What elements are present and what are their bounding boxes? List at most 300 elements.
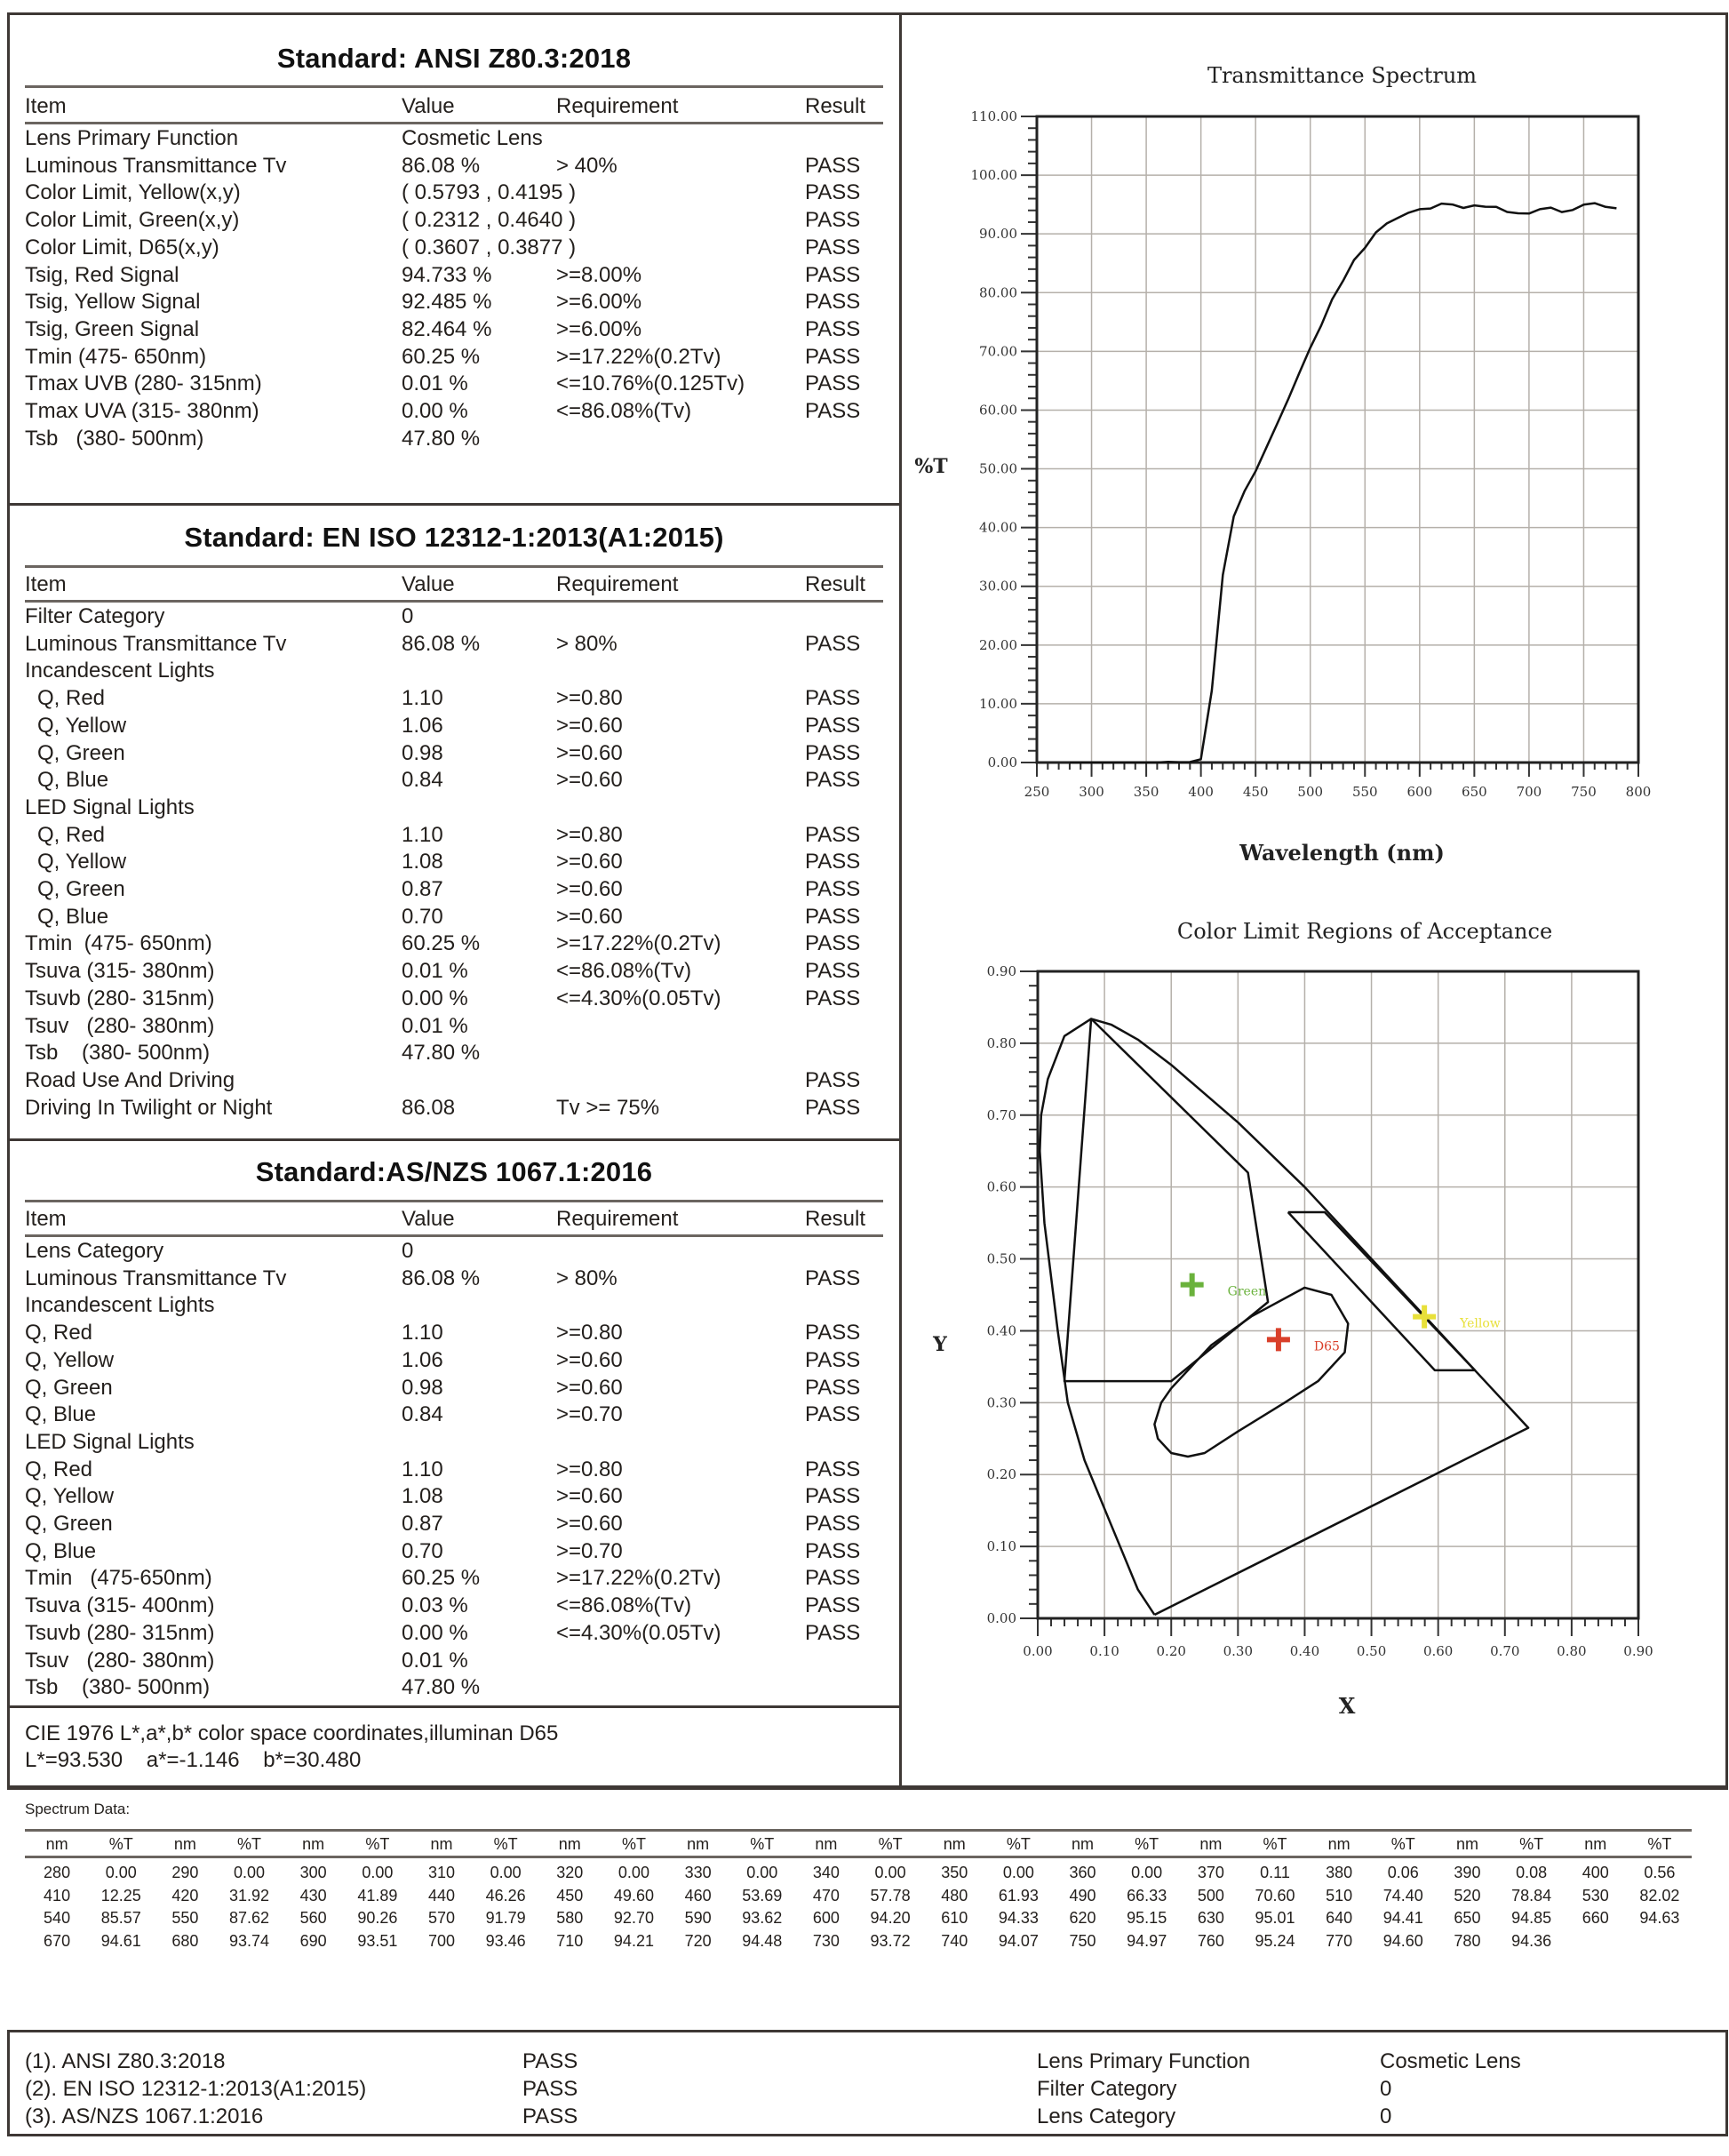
row-value: ( 0.5793 , 0.4195 ) bbox=[402, 180, 577, 205]
y-tick-label: 0.30 bbox=[986, 1394, 1016, 1411]
spectrum-header-t: %T bbox=[237, 1835, 262, 1853]
row-item: Q, Red bbox=[25, 1321, 93, 1346]
header-item: Item bbox=[25, 94, 67, 118]
x-tick-label: 0.20 bbox=[1156, 1643, 1186, 1659]
row-item: Incandescent Lights bbox=[25, 659, 215, 683]
row-item: Color Limit, Yellow(x,y) bbox=[25, 180, 241, 205]
row-item: Lens Category bbox=[25, 1239, 164, 1263]
spectrum-cell-t: 0.00 bbox=[1131, 1864, 1163, 1881]
table-row bbox=[25, 207, 883, 234]
row-value: 1.08 bbox=[402, 1484, 443, 1509]
row-value: 1.06 bbox=[402, 1347, 443, 1372]
spectrum-cell-nm: 730 bbox=[812, 1931, 840, 1950]
y-tick-label: 100.00 bbox=[970, 167, 1017, 184]
row-requirement: > 80% bbox=[556, 631, 618, 656]
table-row bbox=[25, 1067, 883, 1094]
row-requirement: >=0.80 bbox=[556, 822, 623, 847]
row-item: Tsig, Green Signal bbox=[25, 316, 200, 341]
spectrum-cell-t: 49.60 bbox=[613, 1886, 654, 1904]
spectrum-header-t: %T bbox=[1390, 1835, 1415, 1853]
row-result: PASS bbox=[805, 1095, 861, 1120]
spectrum-cell-nm: 400 bbox=[1582, 1864, 1609, 1881]
spectrum-cell-t: 0.00 bbox=[490, 1864, 522, 1881]
spectrum-cell-nm: 290 bbox=[171, 1864, 199, 1881]
table-row bbox=[25, 426, 883, 452]
spectrum-cell-t: 94.60 bbox=[1382, 1931, 1423, 1950]
table-row bbox=[25, 1429, 883, 1456]
spectrum-cell-t: 70.60 bbox=[1255, 1886, 1295, 1904]
y-tick-label: 70.00 bbox=[979, 343, 1017, 360]
spectrum-header-t: %T bbox=[621, 1835, 646, 1853]
row-value: 0.98 bbox=[402, 740, 443, 765]
y-tick-label: 60.00 bbox=[979, 402, 1017, 419]
spectrum-cell-nm: 640 bbox=[1326, 1909, 1353, 1927]
table-header bbox=[25, 93, 883, 120]
spectrum-header-nm: nm bbox=[302, 1835, 325, 1853]
row-result: PASS bbox=[805, 986, 861, 1010]
spectrum-header-nm: nm bbox=[1455, 1835, 1478, 1853]
y-tick-label: 20.00 bbox=[979, 636, 1017, 653]
row-result: PASS bbox=[805, 371, 861, 396]
x-tick-label: 600 bbox=[1406, 784, 1433, 800]
row-item: Tmax UVA (315- 380nm) bbox=[25, 399, 259, 423]
row-requirement: >=6.00% bbox=[556, 290, 642, 315]
spectrum-cell-t: 66.33 bbox=[1127, 1886, 1167, 1904]
table-row bbox=[25, 876, 883, 903]
row-value: ( 0.2312 , 0.4640 ) bbox=[402, 208, 577, 233]
spectrum-cell-t: 78.84 bbox=[1511, 1886, 1552, 1904]
table-row bbox=[25, 930, 883, 957]
spectrum-header-nm: nm bbox=[1199, 1835, 1223, 1853]
spectrum-cell-t: 31.92 bbox=[229, 1886, 270, 1904]
table-row bbox=[25, 603, 883, 630]
transmittance-spectrum-chart bbox=[903, 18, 1724, 889]
spectrum-cell-nm: 450 bbox=[556, 1886, 584, 1904]
row-requirement: >=0.60 bbox=[556, 1512, 623, 1536]
row-item: Road Use And Driving bbox=[25, 1067, 235, 1092]
y-tick-label: 90.00 bbox=[979, 226, 1017, 243]
row-item: Q, Green bbox=[37, 877, 125, 901]
row-item: Q, Red bbox=[37, 686, 106, 711]
row-requirement: >=0.60 bbox=[556, 740, 623, 765]
table-row bbox=[25, 316, 883, 343]
spectrum-rule-top bbox=[25, 1829, 1692, 1832]
table-row bbox=[25, 1565, 883, 1592]
header-result: Result bbox=[805, 572, 866, 596]
row-value: 1.10 bbox=[402, 822, 443, 847]
row-requirement: >=17.22%(0.2Tv) bbox=[556, 344, 721, 369]
spectrum-header-nm: nm bbox=[687, 1835, 710, 1853]
table-row bbox=[25, 398, 883, 425]
header-result: Result bbox=[805, 1207, 866, 1231]
spectrum-cell-t: 74.40 bbox=[1382, 1886, 1423, 1904]
table-row bbox=[25, 125, 883, 152]
spectrum-cell-nm: 600 bbox=[812, 1909, 840, 1927]
spectrum-cell-nm: 350 bbox=[941, 1864, 968, 1881]
plot-frame bbox=[1038, 971, 1638, 1618]
table-row bbox=[25, 1347, 883, 1374]
spectrum-header-t: %T bbox=[493, 1835, 518, 1853]
spectrum-table-divider bbox=[7, 1785, 1728, 1788]
row-item: Tsb (380- 500nm) bbox=[25, 1041, 211, 1066]
row-value: 1.10 bbox=[402, 686, 443, 711]
x-tick-label: 700 bbox=[1516, 784, 1542, 800]
row-value: 0.01 % bbox=[402, 1648, 468, 1673]
row-item: Luminous Transmittance Tv bbox=[25, 153, 287, 178]
spectrum-cell-t: 94.33 bbox=[998, 1909, 1039, 1927]
table-row bbox=[25, 1320, 883, 1346]
row-item: Q, Green bbox=[25, 1512, 113, 1536]
table-row bbox=[25, 1457, 883, 1483]
summary-label: Lens Primary Function bbox=[1037, 2049, 1251, 2073]
spectrum-cell-t: 87.62 bbox=[229, 1909, 270, 1927]
table-row bbox=[25, 1593, 883, 1619]
table-row bbox=[25, 904, 883, 930]
spectrum-cell-nm: 710 bbox=[556, 1931, 584, 1950]
y-tick-label: 80.00 bbox=[979, 284, 1017, 301]
table-row bbox=[25, 849, 883, 875]
row-result: PASS bbox=[805, 1593, 861, 1618]
spectrum-cell-t: 0.00 bbox=[746, 1864, 778, 1881]
spectrum-cell-nm: 410 bbox=[44, 1886, 71, 1904]
table-row bbox=[25, 658, 883, 684]
row-item: Q, Red bbox=[37, 822, 106, 847]
row-requirement: >=0.80 bbox=[556, 1457, 623, 1481]
table-row bbox=[25, 1266, 883, 1292]
row-result: PASS bbox=[805, 1067, 861, 1092]
spectrum-cell-t: 94.21 bbox=[613, 1931, 654, 1950]
row-value: 60.25 % bbox=[402, 931, 481, 956]
table-row bbox=[25, 1620, 883, 1647]
spectrum-cell-t: 94.61 bbox=[100, 1931, 141, 1950]
row-result: PASS bbox=[805, 822, 861, 847]
row-result: PASS bbox=[805, 316, 861, 341]
x-tick-label: 350 bbox=[1133, 784, 1159, 800]
summary-standard: (1). ANSI Z80.3:2018 bbox=[25, 2049, 226, 2073]
table-row bbox=[25, 685, 883, 712]
row-requirement: >=0.60 bbox=[556, 904, 623, 929]
y-tick-label: 0.60 bbox=[986, 1178, 1016, 1195]
row-result: PASS bbox=[805, 1402, 861, 1427]
header-rule-bottom bbox=[25, 122, 883, 124]
row-item: Tsuva (315- 400nm) bbox=[25, 1593, 215, 1618]
spectrum-cell-t: 95.01 bbox=[1255, 1909, 1295, 1927]
row-requirement: >=0.70 bbox=[556, 1538, 623, 1563]
spectrum-header-t: %T bbox=[750, 1835, 775, 1853]
table-row bbox=[25, 713, 883, 739]
marker-green-icon bbox=[1181, 1274, 1204, 1297]
spectrum-cell-t: 57.78 bbox=[870, 1886, 911, 1904]
row-item: Q, Red bbox=[25, 1457, 93, 1481]
spectrum-cell-t: 94.97 bbox=[1127, 1931, 1167, 1950]
spectrum-cell-t: 94.85 bbox=[1511, 1909, 1552, 1927]
row-requirement: >=0.60 bbox=[556, 1484, 623, 1509]
spectrum-cell-t: 0.56 bbox=[1644, 1864, 1676, 1881]
table-row bbox=[25, 262, 883, 289]
row-value: 94.733 % bbox=[402, 262, 492, 287]
row-result: PASS bbox=[805, 1457, 861, 1481]
row-requirement: >=0.70 bbox=[556, 1402, 623, 1427]
summary-label: Lens Category bbox=[1037, 2104, 1176, 2128]
header-value: Value bbox=[402, 572, 455, 596]
row-result: PASS bbox=[805, 235, 861, 260]
row-result: PASS bbox=[805, 1538, 861, 1563]
spectrum-cell-t: 94.41 bbox=[1382, 1909, 1423, 1927]
summary-value: Cosmetic Lens bbox=[1380, 2049, 1521, 2073]
y-tick-label: 0.00 bbox=[987, 755, 1017, 771]
row-item: Incandescent Lights bbox=[25, 1293, 215, 1318]
spectrum-header-nm: nm bbox=[1327, 1835, 1351, 1853]
section-divider-3 bbox=[7, 1705, 900, 1708]
y-tick-label: 0.70 bbox=[986, 1106, 1016, 1123]
row-item: Q, Blue bbox=[25, 1538, 97, 1563]
x-tick-label: 0.00 bbox=[1023, 1643, 1053, 1659]
x-tick-label: 0.30 bbox=[1223, 1643, 1254, 1659]
table-row bbox=[25, 1511, 883, 1537]
spectrum-cell-t: 95.15 bbox=[1127, 1909, 1167, 1927]
marker-label-yellow: Yellow bbox=[1460, 1316, 1501, 1331]
spectrum-cell-nm: 280 bbox=[44, 1864, 71, 1881]
spectrum-cell-t: 0.00 bbox=[1002, 1864, 1034, 1881]
table-row bbox=[25, 1040, 883, 1066]
spectrum-cell-nm: 780 bbox=[1454, 1931, 1481, 1950]
row-value: 0.70 bbox=[402, 904, 443, 929]
row-result: PASS bbox=[805, 344, 861, 369]
summary-standard: (2). EN ISO 12312-1:2013(A1:2015) bbox=[25, 2077, 367, 2101]
row-item: Tsuvb (280- 315nm) bbox=[25, 986, 215, 1010]
row-item: Color Limit, D65(x,y) bbox=[25, 235, 219, 260]
table-row bbox=[25, 822, 883, 849]
spectrum-header-nm: nm bbox=[943, 1835, 966, 1853]
table-row bbox=[25, 631, 883, 658]
spectrum-cell-t: 93.74 bbox=[229, 1931, 270, 1950]
row-value: 0.98 bbox=[402, 1375, 443, 1400]
x-tick-label: 500 bbox=[1297, 784, 1324, 800]
spectrum-cell-nm: 340 bbox=[812, 1864, 840, 1881]
y-tick-label: 40.00 bbox=[979, 519, 1017, 536]
marker-label-d65: D65 bbox=[1313, 1339, 1340, 1354]
row-value: 0.84 bbox=[402, 1402, 443, 1427]
row-result: PASS bbox=[805, 153, 861, 178]
spectrum-rule-bottom bbox=[25, 1856, 1692, 1858]
row-item: Tsig, Yellow Signal bbox=[25, 290, 201, 315]
spectrum-cell-t: 0.00 bbox=[105, 1864, 137, 1881]
row-item: Tsuv (280- 380nm) bbox=[25, 1648, 215, 1673]
row-requirement: >=0.80 bbox=[556, 686, 623, 711]
spectrum-cell-t: 46.26 bbox=[485, 1886, 526, 1904]
table-row bbox=[25, 1238, 883, 1265]
row-result: PASS bbox=[805, 180, 861, 205]
table-row bbox=[25, 958, 883, 985]
row-result: PASS bbox=[805, 768, 861, 793]
column-divider bbox=[899, 12, 902, 1789]
row-value: 86.08 % bbox=[402, 1266, 481, 1290]
row-requirement: >=0.60 bbox=[556, 877, 623, 901]
table-row bbox=[25, 371, 883, 397]
row-result: PASS bbox=[805, 1512, 861, 1536]
section-title: Standard:AS/NZS 1067.1:2016 bbox=[255, 1156, 653, 1187]
row-item: Q, Green bbox=[37, 740, 125, 765]
spectrum-cell-nm: 330 bbox=[684, 1864, 712, 1881]
spectrum-cell-t: 93.72 bbox=[870, 1931, 911, 1950]
summary-result: PASS bbox=[522, 2077, 578, 2101]
row-result: PASS bbox=[805, 1266, 861, 1290]
header-item: Item bbox=[25, 1207, 67, 1231]
spectrum-cell-nm: 580 bbox=[556, 1909, 584, 1927]
spectrum-cell-t: 92.70 bbox=[613, 1909, 654, 1927]
row-item: Q, Green bbox=[25, 1375, 113, 1400]
row-item: LED Signal Lights bbox=[25, 795, 195, 819]
spectrum-cell-t: 95.24 bbox=[1255, 1931, 1295, 1950]
row-item: Color Limit, Green(x,y) bbox=[25, 208, 240, 233]
spectrum-header-t: %T bbox=[1647, 1835, 1672, 1853]
row-item: Luminous Transmittance Tv bbox=[25, 1266, 287, 1290]
spectrum-cell-nm: 460 bbox=[684, 1886, 712, 1904]
row-item: Q, Blue bbox=[25, 1402, 97, 1427]
row-requirement: <=86.08%(Tv) bbox=[556, 1593, 692, 1618]
row-result: PASS bbox=[805, 1484, 861, 1509]
row-item: Q, Yellow bbox=[37, 850, 127, 874]
row-value: 60.25 % bbox=[402, 344, 481, 369]
section-title: Standard: ANSI Z80.3:2018 bbox=[276, 43, 632, 74]
summary-result: PASS bbox=[522, 2049, 578, 2073]
header-result: Result bbox=[805, 94, 866, 118]
spectrum-cell-nm: 390 bbox=[1454, 1864, 1481, 1881]
row-result: PASS bbox=[805, 208, 861, 233]
header-rule-top bbox=[25, 85, 883, 88]
row-requirement: Tv >= 75% bbox=[556, 1095, 660, 1120]
row-result: PASS bbox=[805, 740, 861, 765]
row-requirement: <=86.08%(Tv) bbox=[556, 959, 692, 984]
x-tick-label: 0.90 bbox=[1623, 1643, 1653, 1659]
row-result: PASS bbox=[805, 1375, 861, 1400]
row-value: 86.08 bbox=[402, 1095, 456, 1120]
row-result: PASS bbox=[805, 931, 861, 956]
spectrum-cell-t: 82.02 bbox=[1639, 1886, 1680, 1904]
row-item: Tmin (475- 650nm) bbox=[25, 931, 212, 956]
spectrum-cell-nm: 440 bbox=[427, 1886, 456, 1904]
y-tick-label: 0.10 bbox=[986, 1538, 1016, 1555]
spectrum-cell-nm: 630 bbox=[1197, 1909, 1224, 1927]
row-requirement: >=8.00% bbox=[556, 262, 642, 287]
spectrum-header-t: %T bbox=[1519, 1835, 1544, 1853]
spectrum-cell-t: 93.46 bbox=[485, 1931, 526, 1950]
spectrum-header-nm: nm bbox=[173, 1835, 196, 1853]
row-result: PASS bbox=[805, 1566, 861, 1591]
row-item: Tsb (380- 500nm) bbox=[25, 1675, 211, 1700]
y-tick-label: 0.20 bbox=[986, 1466, 1016, 1483]
row-value: ( 0.3607 , 0.3877 ) bbox=[402, 235, 577, 260]
row-requirement: >=17.22%(0.2Tv) bbox=[556, 1566, 721, 1591]
table-row bbox=[25, 1013, 883, 1040]
row-value: 1.10 bbox=[402, 1457, 443, 1481]
row-value: 0.87 bbox=[402, 877, 443, 901]
spectrum-header-t: %T bbox=[1006, 1835, 1031, 1853]
spectrum-cell-nm: 760 bbox=[1197, 1931, 1224, 1950]
summary-value: 0 bbox=[1380, 2104, 1392, 2128]
spectrum-cell-nm: 740 bbox=[941, 1931, 968, 1950]
spectrum-cell-t: 91.79 bbox=[485, 1909, 526, 1927]
spectrum-header-t: %T bbox=[1263, 1835, 1287, 1853]
row-item: Q, Yellow bbox=[25, 1347, 115, 1372]
row-result: PASS bbox=[805, 399, 861, 423]
spectrum-cell-nm: 720 bbox=[684, 1931, 712, 1950]
row-value: 1.06 bbox=[402, 713, 443, 738]
header-rule-bottom bbox=[25, 600, 883, 603]
header-requirement: Requirement bbox=[556, 572, 679, 596]
spectrum-cell-t: 94.48 bbox=[742, 1931, 783, 1950]
y-tick-label: 10.00 bbox=[979, 695, 1017, 712]
chart-title: Color Limit Regions of Acceptance bbox=[1176, 919, 1553, 944]
spectrum-cell-nm: 670 bbox=[44, 1931, 71, 1950]
x-tick-label: 0.10 bbox=[1089, 1643, 1119, 1659]
spectrum-cell-nm: 690 bbox=[299, 1931, 327, 1950]
x-tick-label: 400 bbox=[1188, 784, 1214, 800]
row-item: LED Signal Lights bbox=[25, 1429, 195, 1454]
table-row bbox=[25, 289, 883, 315]
section-divider-1 bbox=[7, 503, 900, 506]
spectrum-header-nm: nm bbox=[45, 1835, 68, 1853]
spectrum-cell-nm: 470 bbox=[812, 1886, 840, 1904]
spectrum-cell-nm: 610 bbox=[941, 1909, 968, 1927]
row-item: Tsig, Red Signal bbox=[25, 262, 179, 287]
row-item: Filter Category bbox=[25, 604, 165, 628]
section-divider-2 bbox=[7, 1138, 900, 1141]
table-row bbox=[25, 1292, 883, 1319]
row-value: 92.485 % bbox=[402, 290, 492, 315]
spectrum-header-t: %T bbox=[878, 1835, 903, 1853]
spectrum-cell-nm: 530 bbox=[1582, 1886, 1609, 1904]
cie-line-2: L*=93.530 a*=-1.146 b*=30.480 bbox=[25, 1748, 362, 1772]
table-row bbox=[25, 1483, 883, 1510]
spectrum-cell-nm: 300 bbox=[299, 1864, 327, 1881]
x-axis-label: Wavelength (nm) bbox=[1239, 840, 1445, 866]
spectrum-header-nm: nm bbox=[815, 1835, 838, 1853]
row-value: 60.25 % bbox=[402, 1566, 481, 1591]
row-item: Tsuvb (280- 315nm) bbox=[25, 1620, 215, 1645]
spectrum-cell-nm: 480 bbox=[941, 1886, 968, 1904]
spectrum-header-nm: nm bbox=[558, 1835, 581, 1853]
row-result: PASS bbox=[805, 850, 861, 874]
row-value: Cosmetic Lens bbox=[402, 126, 543, 150]
x-tick-label: 0.70 bbox=[1490, 1643, 1520, 1659]
spectrum-cell-nm: 500 bbox=[1197, 1886, 1224, 1904]
header-item: Item bbox=[25, 572, 67, 596]
table-row bbox=[25, 1375, 883, 1401]
row-value: 0.01 % bbox=[402, 1013, 468, 1038]
table-row bbox=[25, 235, 883, 261]
row-value: 1.08 bbox=[402, 850, 443, 874]
spectrum-cell-nm: 620 bbox=[1069, 1909, 1096, 1927]
spectrum-cell-t: 0.00 bbox=[874, 1864, 906, 1881]
row-item: Q, Yellow bbox=[25, 1484, 115, 1509]
spectrum-cell-t: 93.51 bbox=[357, 1931, 398, 1950]
x-tick-label: 0.80 bbox=[1557, 1643, 1587, 1659]
spectrum-cell-nm: 520 bbox=[1454, 1886, 1481, 1904]
spectrum-cell-t: 0.11 bbox=[1260, 1864, 1290, 1881]
spectrum-cell-t: 94.20 bbox=[870, 1909, 911, 1927]
row-value: 0 bbox=[402, 604, 414, 628]
y-axis-label: %T bbox=[914, 455, 948, 478]
spectrum-header-t: %T bbox=[1135, 1835, 1159, 1853]
row-requirement: >=6.00% bbox=[556, 316, 642, 341]
row-requirement: <=10.76%(0.125Tv) bbox=[556, 371, 745, 396]
row-item: Lens Primary Function bbox=[25, 126, 239, 150]
row-result: PASS bbox=[805, 1321, 861, 1346]
spectrum-cell-nm: 650 bbox=[1454, 1909, 1481, 1927]
spectrum-cell-t: 0.06 bbox=[1387, 1864, 1419, 1881]
spectrum-line bbox=[1070, 204, 1617, 763]
